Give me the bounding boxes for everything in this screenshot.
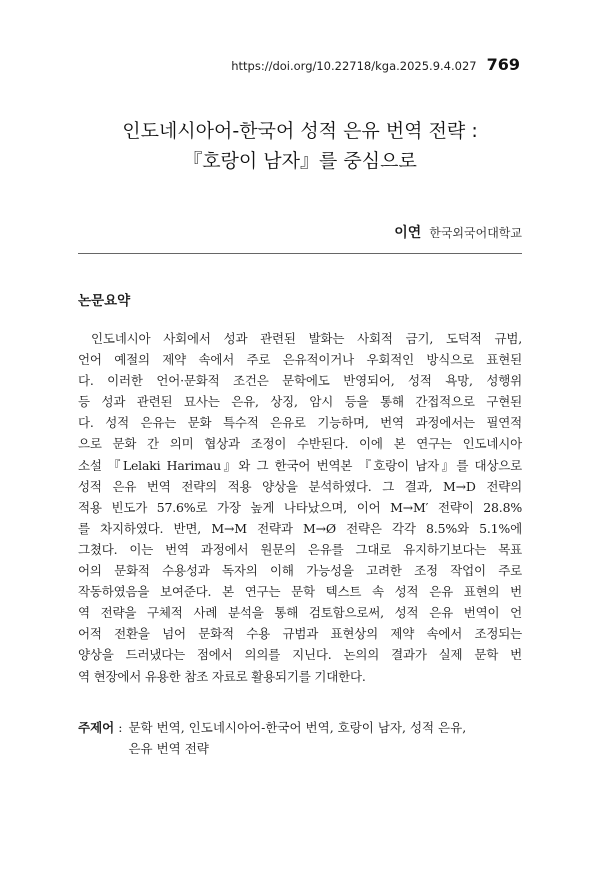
author-name: 이연 bbox=[394, 225, 422, 241]
abstract-line: 역 전략을 구체적 사례 분석을 통해 검토함으로써, 성적 은유 번역이 언 bbox=[78, 605, 522, 621]
abstract-line: 양상을 드러냈다는 점에서 의의를 지닌다. 논의의 결과가 실제 문학 번 bbox=[78, 647, 522, 663]
abstract-line: 적용 빈도가 57.6%로 가장 높게 나타났으며, 이어 M→M′ 전략이 28.8% bbox=[78, 499, 522, 515]
divider bbox=[78, 253, 522, 254]
paper-title-line-2: 『호랑이 남자』를 중심으로 bbox=[183, 150, 417, 172]
abstract-line: 어의 문화적 수용성과 독자의 이해 가능성을 고려한 조정 작업이 주로 bbox=[78, 563, 522, 579]
keywords-label: 주제어 bbox=[78, 720, 115, 735]
abstract-line: 소설 『Lelaki Harimau』와 그 한국어 번역본 『호랑이 남자』를 대상으로 bbox=[78, 457, 522, 473]
abstract-line: 으로 문화 간 의미 협상과 조정이 수반된다. 이에 본 연구는 인도네시아 bbox=[78, 436, 522, 452]
abstract-line: 다. 이러한 언어·문화적 조건은 문학에도 반영되어, 성적 욕망, 성행위 bbox=[78, 373, 522, 389]
keywords-line-2: 은유 번역 전략 bbox=[128, 741, 209, 756]
abstract-line: 다. 성적 은유는 문화 특수적 은유로 기능하며, 번역 과정에서는 필연적 bbox=[78, 415, 522, 431]
abstract-line: 성적 은유 번역 전략의 적용 양상을 분석하였다. 그 결과, M→D 전략의 bbox=[78, 478, 522, 494]
abstract-line: 를 차지하였다. 반면, M→M 전략과 M→Ø 전략은 각각 8.5%와 5.1%에 bbox=[78, 520, 522, 536]
abstract-line: 인도네시아 사회에서 성과 관련된 발화는 사회적 금기, 도덕적 규범, bbox=[91, 331, 522, 346]
abstract-line: 언어 예절의 제약 속에서 주로 은유적이거나 우회적인 방식으로 표현된 bbox=[78, 352, 522, 368]
author-affiliation: 한국외국어대학교 bbox=[429, 226, 522, 240]
abstract-body bbox=[78, 328, 522, 687]
running-header bbox=[231, 55, 520, 74]
abstract-line: 그쳤다. 이는 번역 과정에서 원문의 은유를 그대로 유지하기보다는 목표 bbox=[78, 541, 522, 557]
keywords bbox=[78, 717, 538, 759]
abstract-line: 등 성과 관련된 묘사는 은유, 상징, 암시 등을 통해 간접적으로 구현된 bbox=[78, 394, 522, 410]
abstract-heading: 논문요약 bbox=[78, 293, 131, 309]
keywords-line-1: 문학 번역, 인도네시아어-한국어 번역, 호랑이 남자, 성적 은유, bbox=[128, 720, 467, 735]
abstract-line: 작동하였음을 보여준다. 본 연구는 문학 텍스트 속 성적 은유 표현의 번 bbox=[78, 584, 522, 600]
keywords-list bbox=[128, 717, 466, 759]
abstract-line: 어적 전환을 넘어 문화적 수용 규범과 표현상의 제약 속에서 조정되는 bbox=[78, 626, 522, 642]
doi-link[interactable]: https://doi.org/10.22718/kga.2025.9.4.027 bbox=[231, 59, 477, 73]
author-line bbox=[394, 222, 522, 242]
page-number: 769 bbox=[486, 55, 520, 74]
keywords-colon: : bbox=[118, 720, 123, 735]
paper-title-line-1: 인도네시아어-한국어 성적 은유 번역 전략 : bbox=[122, 120, 478, 142]
abstract-line: 역 현장에서 유용한 참조 자료로 활용되기를 기대한다. bbox=[78, 668, 366, 684]
